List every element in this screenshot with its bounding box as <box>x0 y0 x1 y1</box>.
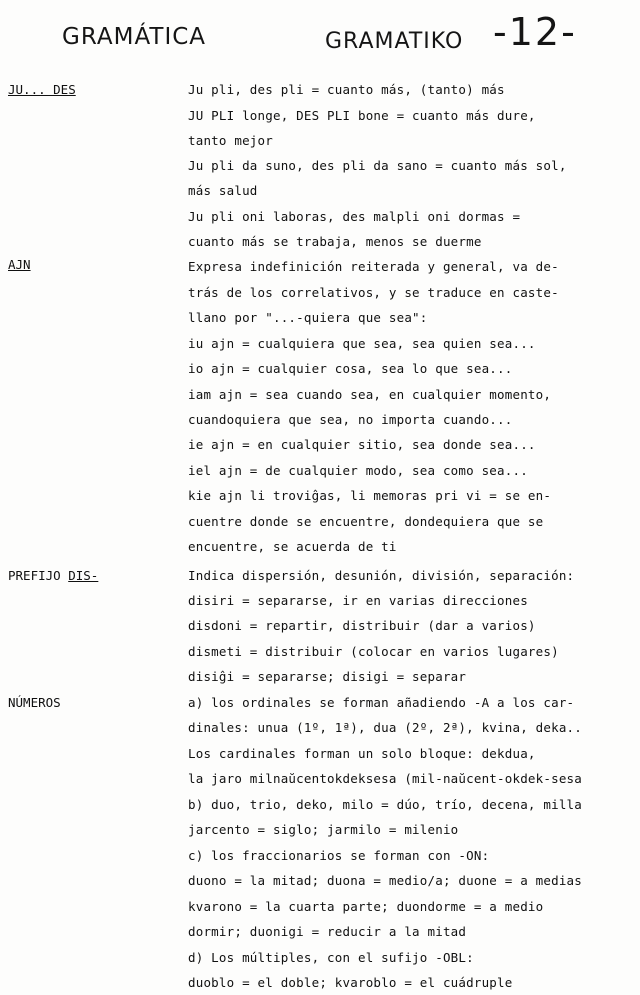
text-line: jarcento = siglo; jarmilo = milenio <box>188 822 459 837</box>
term-ju-des <box>8 82 76 97</box>
text-line: a) los ordinales se forman añadiendo -A a los car- <box>188 695 575 710</box>
text-line: kvarono = la cuarta parte; duondorme = a medio <box>188 899 544 914</box>
header-center-title: GRAMATIKO <box>325 29 464 54</box>
text-line: llano por "...-quiera que sea": <box>188 310 428 325</box>
text-line: Ju pli oni laboras, des malpli oni dormas = <box>188 209 521 224</box>
term-numeros <box>8 695 61 710</box>
text-line: tanto mejor <box>188 133 273 148</box>
text-line: duono = la mitad; duona = medio/a; duone = a medias <box>188 873 583 888</box>
text-line: la jaro milnaŭcentokdeksesa (mil-naŭcent-okdek-sesa <box>188 771 583 786</box>
text-line: disiri = separarse, ir en varias direcciones <box>188 593 528 608</box>
term-prefijo-label: PREFIJO <box>8 568 69 583</box>
term-prefijo-dis <box>8 568 98 583</box>
text-line: trás de los correlativos, y se traduce en caste- <box>188 285 559 300</box>
text-line: JU PLI longe, DES PLI bone = cuanto más dure, <box>188 108 536 123</box>
text-line: disiĝi = separarse; disigi = separar <box>188 669 467 684</box>
term-ju-des-label: JU... DES <box>8 82 76 97</box>
text-line: c) los fraccionarios se forman con -ON: <box>188 848 490 863</box>
text-line: encuentre, se acuerda de ti <box>188 539 397 554</box>
header-left-title: GRAMÁTICA <box>62 24 207 50</box>
term-dis-label: DIS- <box>68 568 99 583</box>
text-line: d) Los múltiples, con el sufijo -OBL: <box>188 950 474 965</box>
text-line: dinales: unua (1º, 1ª), dua (2º, 2ª), kvina, deka.. <box>188 720 583 735</box>
text-line: io ajn = cualquier cosa, sea lo que sea... <box>188 361 513 376</box>
text-line: iu ajn = cualquiera que sea, sea quien sea... <box>188 336 536 351</box>
term-ajn <box>8 257 31 272</box>
text-line: Expresa indefinición reiterada y general, va de- <box>188 259 559 274</box>
text-line: iel ajn = de cualquier modo, sea como sea... <box>188 463 528 478</box>
text-line: kie ajn li troviĝas, li memoras pri vi = se en- <box>188 488 552 503</box>
text-line: Ju pli da suno, des pli da sano = cuanto más sol, <box>188 158 567 173</box>
text-line: disdoni = repartir, distribuir (dar a varios) <box>188 618 536 633</box>
term-ajn-label: AJN <box>8 257 31 272</box>
text-line: cuentre donde se encuentre, dondequiera que se <box>188 514 544 529</box>
text-line: más salud <box>188 183 258 198</box>
text-line: ie ajn = en cualquier sitio, sea donde sea... <box>188 437 536 452</box>
text-line: b) duo, trio, deko, milo = dúo, trío, decena, milla <box>188 797 583 812</box>
page-number: -12- <box>493 10 577 54</box>
text-line: Ju pli, des pli = cuanto más, (tanto) más <box>188 82 505 97</box>
text-line: cuanto más se trabaja, menos se duerme <box>188 234 482 249</box>
text-line: cuandoquiera que sea, no importa cuando... <box>188 412 513 427</box>
text-line: dismeti = distribuir (colocar en varios lugares) <box>188 644 559 659</box>
term-numeros-label: NÚMEROS <box>8 695 61 710</box>
text-line: Los cardinales forman un solo bloque: dekdua, <box>188 746 536 761</box>
text-line: duoblo = el doble; kvaroblo = el cuádruple <box>188 975 513 990</box>
text-line: Indica dispersión, desunión, división, separación: <box>188 568 575 583</box>
text-line: iam ajn = sea cuando sea, en cualquier momento, <box>188 387 552 402</box>
text-line: dormir; duonigi = reducir a la mitad <box>188 924 467 939</box>
